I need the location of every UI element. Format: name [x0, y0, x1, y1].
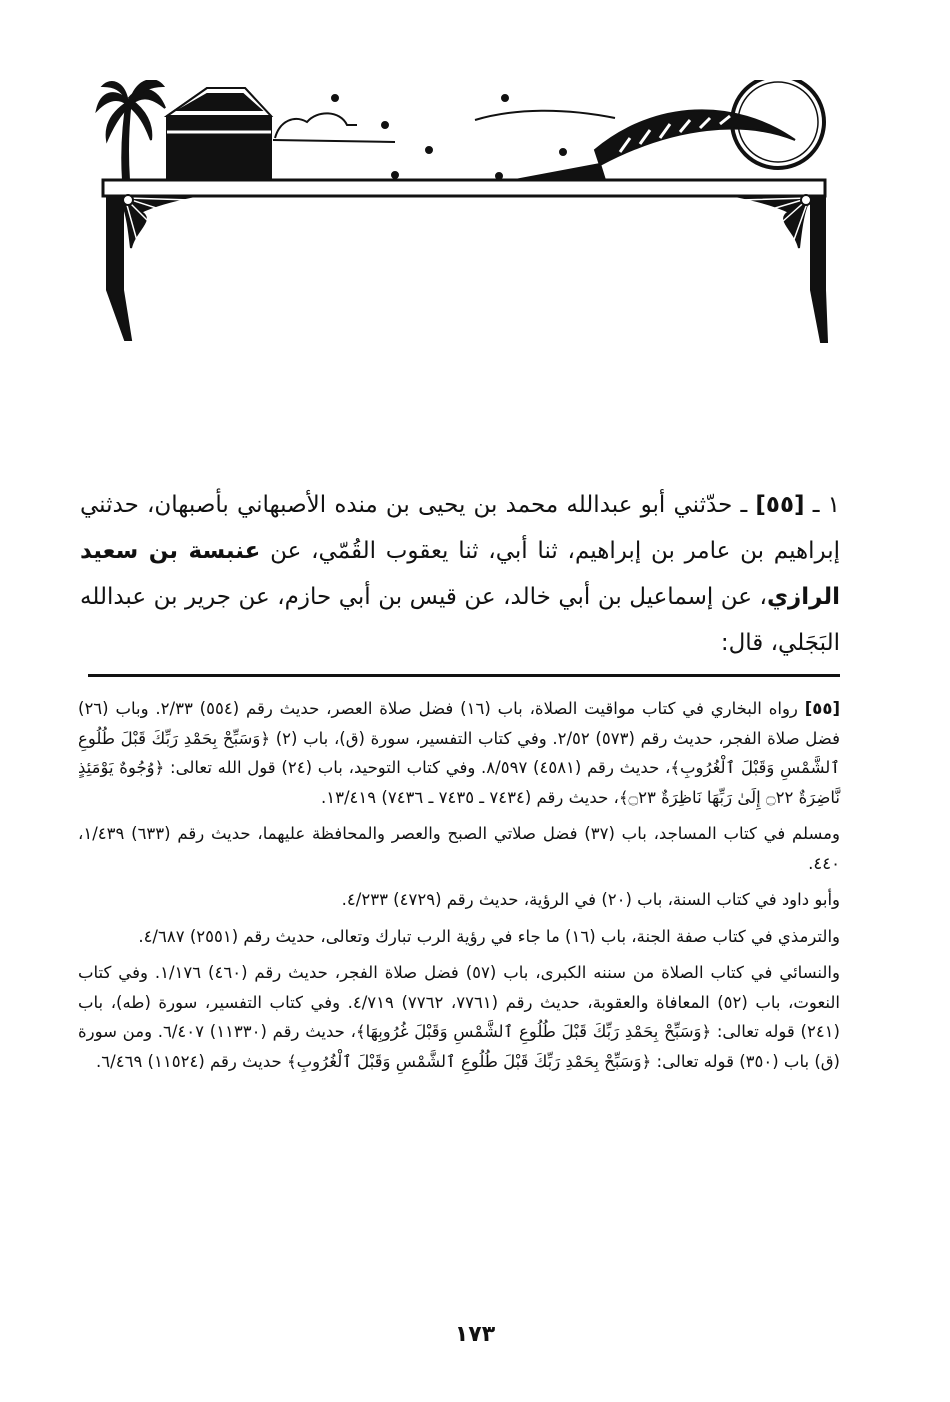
hadith-text — [80, 482, 840, 666]
crescent-moon-icon — [595, 80, 824, 168]
header-illustration — [95, 80, 835, 350]
footnotes — [78, 694, 840, 1083]
page-number: ١٧٣ — [454, 1322, 496, 1347]
hadith-text-part2: ، عن إسماعيل بن أبي خالد، عن قيس بن أبي حازم، عن جرير بن عبدالله البَجَلي، قال: — [80, 584, 840, 656]
frame-border — [103, 164, 827, 342]
hadith-text-part1: ـ حدّثني أبو عبدالله محمد بن يحيى بن منده الأصبهاني بأصبهان، حدثني إبراهيم بن عامر بن إبراهيم، ثنا أبي، ثنا يعقوب القُمّي، عن — [80, 492, 841, 564]
footnote-divider — [88, 674, 840, 677]
hadith-reference: [٥٥] — [755, 492, 805, 518]
kaaba-icon — [167, 88, 271, 180]
stars-icon — [332, 95, 566, 179]
footnote-abudawud: وأبو داود في كتاب السنة، باب (٢٠) في الرؤية، حديث رقم (٤٧٢٩) ٤/٢٣٣. — [341, 890, 840, 909]
footnote-muslim: ومسلم في كتاب المساجد، باب (٣٧) فضل صلاتي الصبح والعصر والمحافظة عليهما، حديث رقم (٦٣٣) ١/٤٣٩، ٤٤٠. — [78, 824, 840, 873]
palm-tree-icon — [97, 80, 165, 180]
footnote-tag: [٥٥] — [804, 699, 840, 718]
footnote-bukhari — [78, 694, 840, 812]
hadith-narrator-bold: عنبسة بن سعيد الرازي — [80, 538, 840, 610]
footnote-nasai: والنسائي في كتاب الصلاة من سننه الكبرى، باب (٥٧) فضل صلاة الفجر، حديث رقم (٤٦٠) ١/١٧٦. وفي كتاب النعوت، باب (٥٢) المعافاة والعقوبة، حديث رقم (٧٧٦١، ٧٧٦٢) ٤/٧١٩. وفي كتاب التفسير، سورة (طه)، باب (٢٤١) قوله تعالى: ﴿وَسَبِّحْ بِحَمْدِ رَبِّكَ قَبْلَ طُلُوعِ ٱلشَّمْسِ وَقَبْلَ غُرُوبِهَا﴾، حديث رقم (١١٣٣٠) ٦/٤٠٧. ومن سورة (ق) باب (٣٥٠) قوله تعالى: ﴿وَسَبِّحْ بِحَمْدِ رَبِّكَ قَبْلَ طُلُوعِ ٱلشَّمْسِ وَقَبْلَ ٱلْغُرُوبِ﴾ حديث رقم (١١٥٢٤) ٦/٤٦٩. — [78, 963, 840, 1071]
hadith-number: ١ ـ — [812, 492, 840, 518]
footnote-tirmidhi: والترمذي في كتاب صفة الجنة، باب (١٦) ما جاء في رؤية الرب تبارك وتعالى، حديث رقم (٢٥٥١) ٤/٦٨٧. — [138, 926, 840, 946]
clouds-icon — [273, 111, 615, 142]
footnote-bukhari-text: رواه البخاري في كتاب مواقيت الصلاة، باب (١٦) فضل صلاة العصر، حديث رقم (٥٥٤) ٢/٣٣. وباب (٢٦) فضل صلاة الفجر، حديث رقم (٥٧٣) ٢/٥٢. وفي كتاب التفسير، سورة (ق)، باب (٢) ﴿وَسَبِّحْ بِحَمْدِ رَبِّكَ قَبْلَ طُلُوعِ ٱلشَّمْسِ وَقَبْلَ ٱلْغُرُوبِ﴾، حديث رقم (٤٥٨١) ٨/٥٩٧. وفي كتاب التوحيد، باب (٢٤) قول الله تعالى: ﴿وُجُوهٌ يَوْمَئِذٍ نَّاضِرَةٌ ۝٢٢ إِلَىٰ رَبِّهَا نَاظِرَةٌ ۝٢٣﴾، حديث رقم (٧٤٣٤ ـ ٧٤٣٥ ـ ٧٤٣٦) ١٣/٤١٩. — [78, 699, 841, 807]
